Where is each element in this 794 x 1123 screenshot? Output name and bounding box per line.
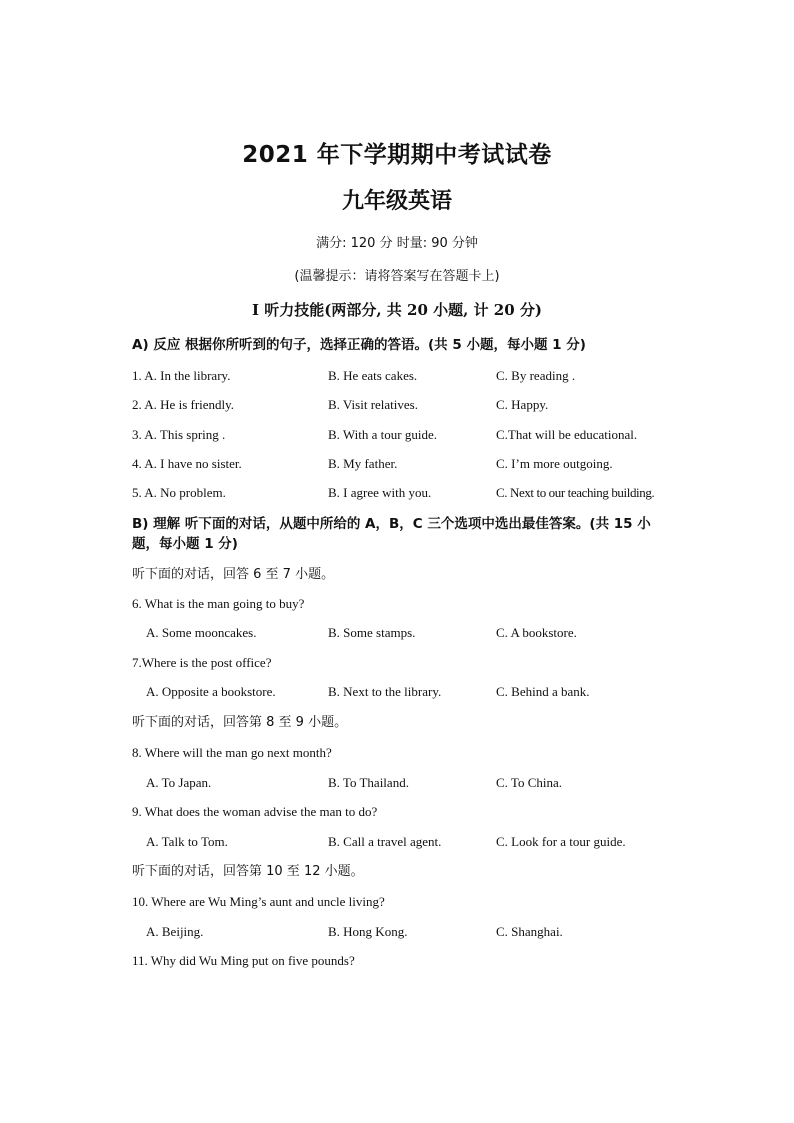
- group-instruction-text: 听下面的对话，回答第 8 至 9 小题。: [132, 715, 348, 730]
- exam-title: 2021 年下学期期中考试试卷: [242, 142, 552, 168]
- question-text: 7.Where is the post office?: [132, 655, 272, 670]
- group-instruction: [0, 862, 794, 882]
- option-a: 2. A. He is friendly.: [132, 397, 235, 412]
- question-text: 10. Where are Wu Ming’s aunt and uncle living?: [132, 894, 385, 909]
- question-text: 9. What does the woman advise the man to do?: [132, 804, 378, 819]
- section-listening-heading: I 听力技能(两部分, 共 20 小题, 计 20 分): [252, 301, 542, 319]
- option-b: B. He eats cakes.: [328, 368, 418, 383]
- option-a: 3. A. This spring .: [132, 427, 226, 442]
- question-options: [0, 682, 794, 702]
- question-options: [0, 623, 794, 643]
- option-a: 5. A. No problem.: [132, 485, 226, 500]
- option-b: B. Some stamps.: [328, 625, 416, 640]
- option-c: C. To China.: [496, 775, 563, 790]
- option-c: C. Shanghai.: [496, 924, 563, 939]
- option-c: C. Happy.: [496, 397, 549, 412]
- score-time-info: 满分: 120 分 时量: 90 分钟: [316, 236, 478, 251]
- question-row: [0, 395, 794, 415]
- option-c: C. I’m more outgoing.: [496, 456, 613, 471]
- option-b: B. Next to the library.: [328, 684, 442, 699]
- question-stem: [0, 653, 794, 673]
- option-c: C. By reading .: [496, 368, 576, 383]
- option-c: C. Behind a bank.: [496, 684, 590, 699]
- question-options: [0, 773, 794, 793]
- group-instruction: [0, 713, 794, 733]
- option-a: A. Beijing.: [146, 924, 204, 939]
- question-row: [0, 425, 794, 445]
- option-b: B. Visit relatives.: [328, 397, 418, 412]
- question-stem: [0, 951, 794, 971]
- question-options: [0, 832, 794, 852]
- group-instruction-text: 听下面的对话，回答第 10 至 12 小题。: [132, 864, 364, 879]
- group-instruction: [0, 565, 794, 585]
- option-a: 4. A. I have no sister.: [132, 456, 242, 471]
- question-options: [0, 922, 794, 942]
- option-b: B. Call a travel agent.: [328, 834, 442, 849]
- option-c: C. A bookstore.: [496, 625, 577, 640]
- option-b: B. I agree with you.: [328, 485, 432, 500]
- question-stem: [0, 743, 794, 763]
- question-stem: [0, 802, 794, 822]
- group-instruction-text: 听下面的对话，回答 6 至 7 小题。: [132, 567, 335, 582]
- option-a: 1. A. In the library.: [132, 368, 231, 383]
- option-a: A. Some mooncakes.: [146, 625, 257, 640]
- answer-tip: (温馨提示：请将答案写在答题卡上): [294, 269, 500, 284]
- option-a: A. Talk to Tom.: [146, 834, 228, 849]
- option-b: B. To Thailand.: [328, 775, 409, 790]
- question-stem: [0, 594, 794, 614]
- option-c: C.That will be educational.: [496, 427, 638, 442]
- question-text: 11. Why did Wu Ming put on five pounds?: [132, 953, 355, 968]
- option-a: A. To Japan.: [146, 775, 212, 790]
- question-text: 8. Where will the man go next month?: [132, 745, 332, 760]
- option-a: A. Opposite a bookstore.: [146, 684, 276, 699]
- question-row: [0, 454, 794, 474]
- option-c: C. Look for a tour guide.: [496, 834, 626, 849]
- exam-subject: 九年级英语: [341, 189, 452, 214]
- question-stem: [0, 892, 794, 912]
- question-row: [0, 483, 794, 503]
- part-b-heading: B) 理解 听下面的对话，从题中所给的 A，B，C 三个选项中选出最佳答案。(共 15 小题，每小题 1 分): [132, 516, 651, 552]
- option-c: C. Next to our teaching building.: [496, 485, 655, 500]
- part-a-heading: A) 反应 根据你所听到的句子，选择正确的答语。(共 5 小题，每小题 1 分): [132, 337, 586, 353]
- question-text: 6. What is the man going to buy?: [132, 596, 305, 611]
- option-b: B. With a tour guide.: [328, 427, 438, 442]
- option-b: B. My father.: [328, 456, 398, 471]
- question-row: [0, 366, 794, 386]
- option-b: B. Hong Kong.: [328, 924, 408, 939]
